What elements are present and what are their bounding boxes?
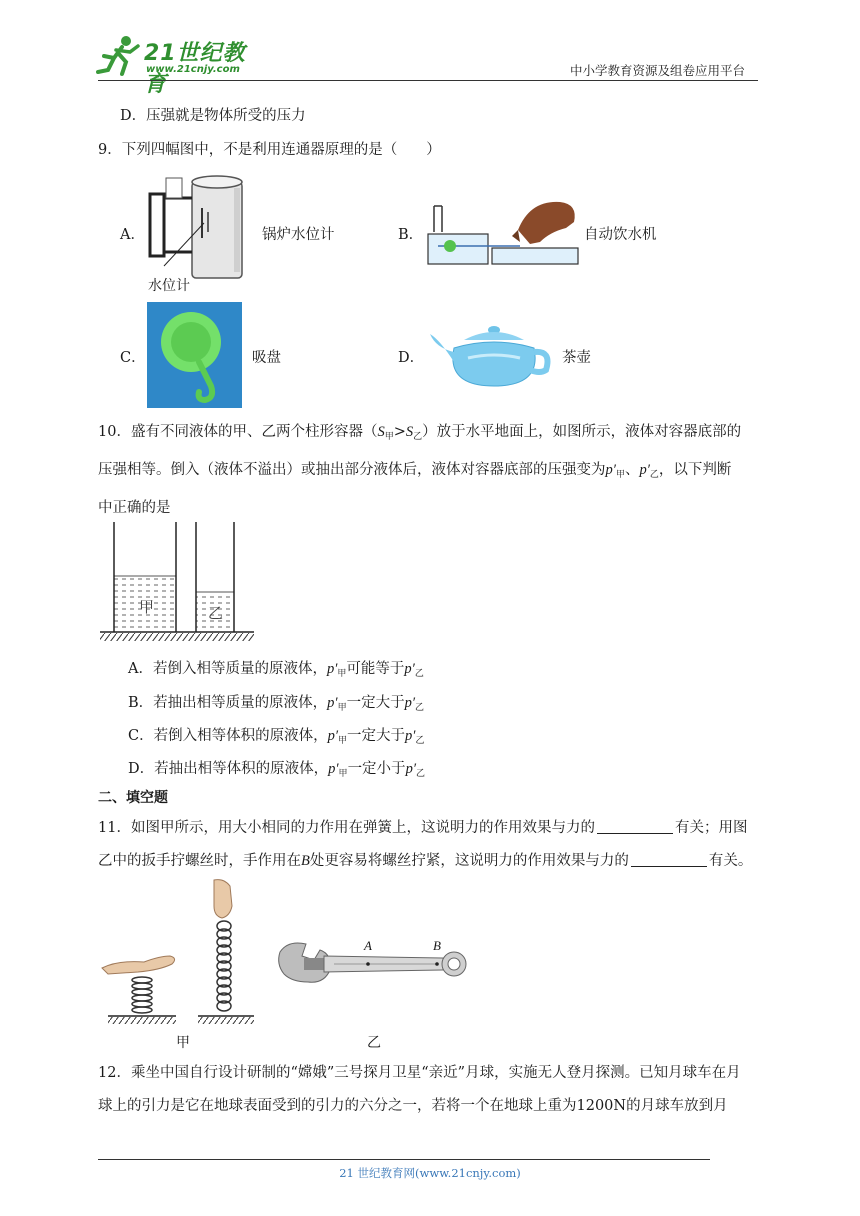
wrench-point-b: B [433,938,441,953]
q9-option-a-caption: 锅炉水位计 [262,227,335,243]
q9-option-b-letter: B． [398,227,424,243]
q9-stem: 9．下列四幅图中，不是利用连通器原理的是（ ） [98,142,441,158]
q10-line-2: 压强相等。倒入（液体不溢出）或抽出部分液体后，液体对容器底部的压强变为$p'_甲$、$p'_乙$，以下判断 [98,462,732,480]
q9-option-c-letter: C． [120,350,146,366]
container-jia-label: 甲 [139,598,155,616]
answer-blank-1[interactable] [597,819,673,834]
q9-option-d-caption: 茶壶 [562,350,591,366]
container-yi-label: 乙 [208,604,224,622]
q10-option-b: B．若抽出相等质量的原液体，$p'_甲$一定大于$p'_乙$ [128,695,425,713]
automatic-drinker-figure [420,192,580,272]
q10-line-1: 10．盛有不同液体的甲、乙两个柱形容器$(S_甲>S_乙)$放于水平地面上，如图所示，液体对容器底部的 [98,424,742,442]
answer-blank-2[interactable] [631,852,707,867]
section-title: 二、填空题 [98,790,168,806]
q12-line-1: 12．乘坐中国自行设计研制的“嫦娥”三号探月卫星“亲近”月球，实施无人登月探测。已知月球车在月 [98,1065,741,1081]
q10-stem [98,416,768,525]
q11-line-1: 11．如图甲所示，用大小相同的力作用在弹簧上，这说明力的作用效果与力的 有关；用图 [98,820,748,836]
footer-text: 21 世纪教育网(www.21cnjy.com) [339,1166,521,1180]
caption-jia: 甲 [176,1035,190,1051]
logo-text: 21世纪教育 [144,41,246,97]
caption-yi: 乙 [367,1035,381,1051]
wrench-point-a: A [364,938,372,953]
q11-stem [98,812,768,878]
suction-cup-figure [147,302,242,408]
q9-option-d-letter: D． [398,350,425,366]
q8-option-d: D．压强就是物体所受的压力 [120,108,306,124]
logo-url: www.21cnjy.com [146,64,240,75]
springs-figure [98,876,258,1026]
runner-logo-icon [96,34,146,78]
q10-option-a: A．若倒入相等质量的原液体，$p'_甲$可能等于$p'_乙$ [128,661,424,679]
water-gauge-label: 水位计 [148,278,190,294]
q10-option-d: D．若抽出相等体积的原液体，$p'_甲$一定小于$p'_乙$ [128,761,425,779]
q10-option-c: C．若倒入相等体积的原液体，$p'_甲$一定大于$p'_乙$ [128,728,425,746]
q9-option-b-caption: 自动饮水机 [584,227,657,243]
q10-line-3: 中正确的是 [98,500,171,516]
teapot-figure [426,318,551,390]
q12-stem [98,1057,768,1123]
footer-rule [98,1159,710,1160]
header-rule [98,80,758,81]
q9-option-c-caption: 吸盘 [252,350,281,366]
two-containers-figure [98,522,258,644]
platform-title: 中小学教育资源及组卷应用平台 [570,63,746,78]
header-logo [96,34,266,97]
q9-option-a-letter: A． [120,227,145,243]
q11-line-2: 乙中的扳手拧螺丝时，手作用在B处更容易将螺丝拧紧，这说明力的作用效果与力的 有关。 [98,853,753,869]
q12-line-2: 球上的引力是它在地球表面受到的引力的六分之一，若将一个在地球上重为1200N的月球车放到月 [98,1098,728,1114]
